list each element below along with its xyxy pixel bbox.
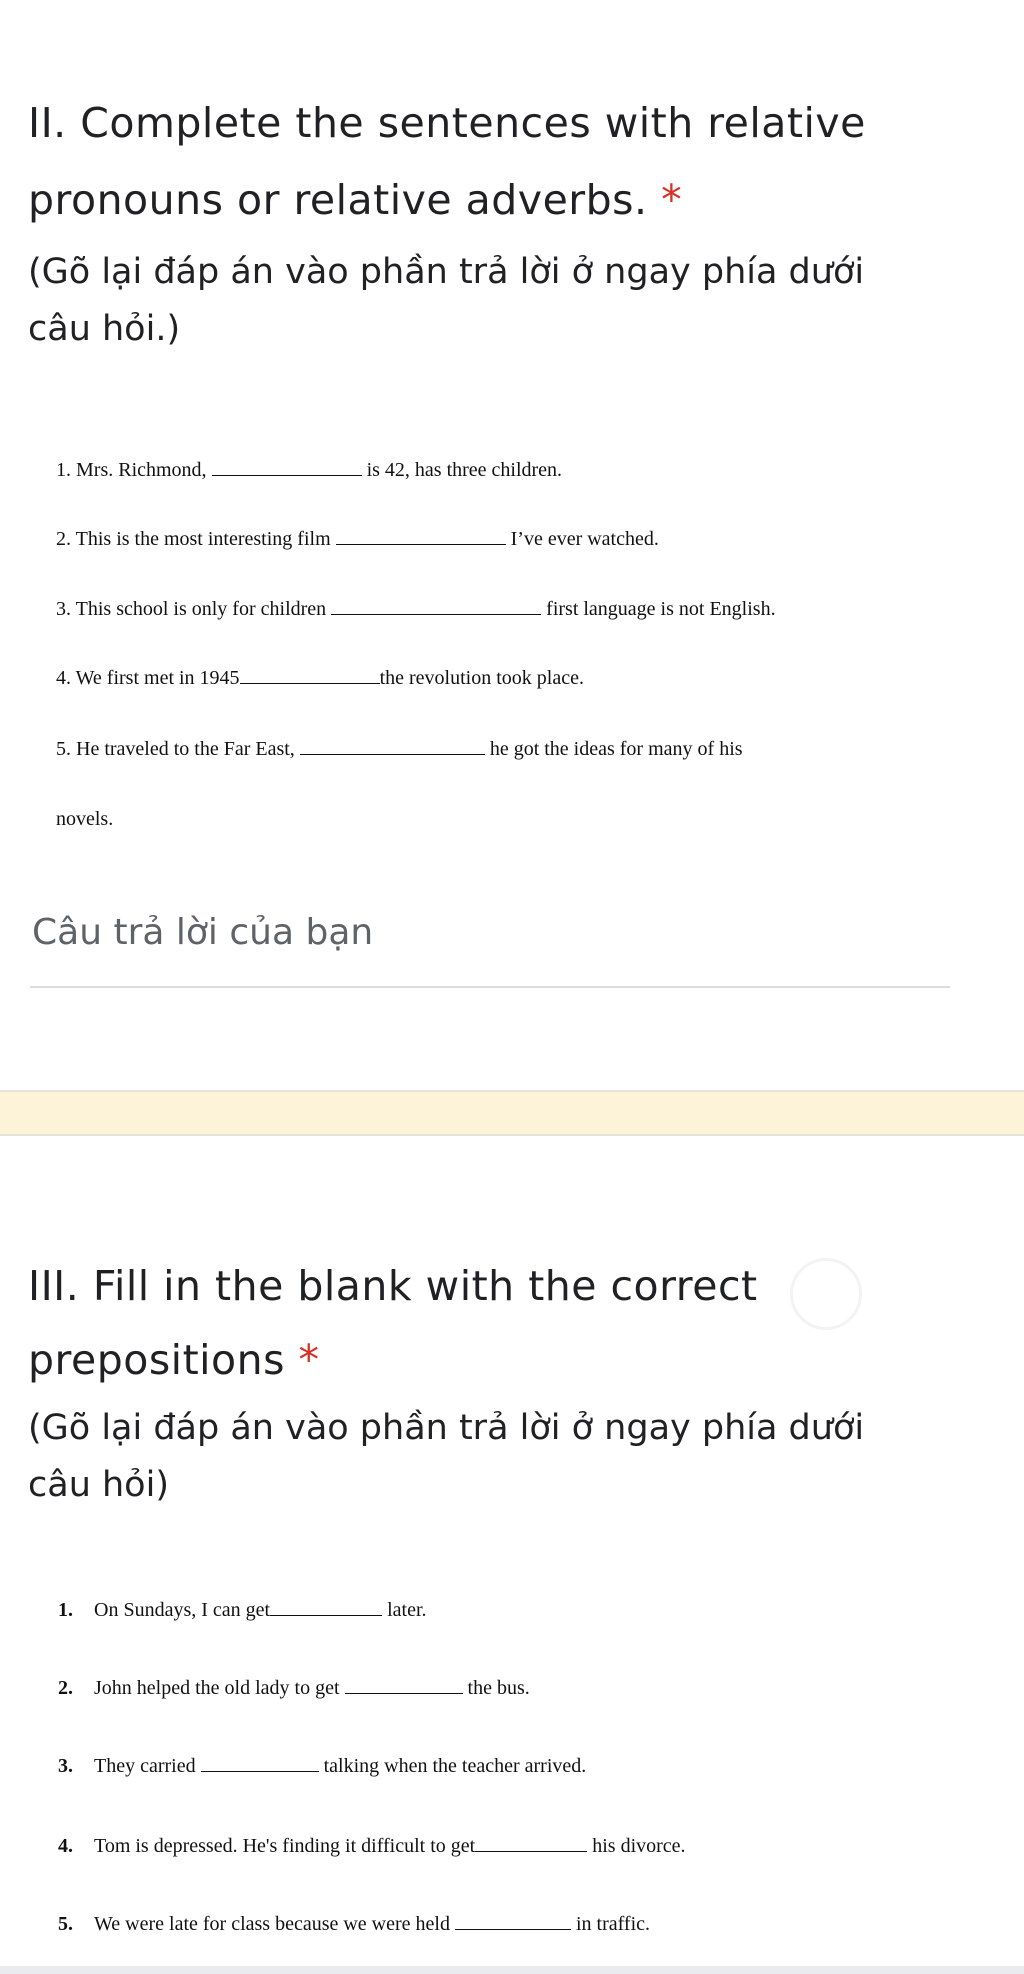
q-number: 1. xyxy=(58,1599,73,1621)
instruction-line2: câu hỏi.) xyxy=(28,309,181,349)
worksheet-question-1 xyxy=(58,1598,427,1622)
answer-blank xyxy=(345,1676,463,1694)
q-text-after: I’ve ever watched. xyxy=(510,528,659,550)
q-text-before: 4. We first met in 1945 xyxy=(56,667,240,689)
worksheet-question-3 xyxy=(56,597,776,621)
q-text-after: in traffic. xyxy=(575,1913,651,1935)
answer-blank xyxy=(212,458,362,476)
worksheet-question-1 xyxy=(56,458,562,482)
q-text-after: talking when the teacher arrived. xyxy=(323,1755,587,1777)
worksheet-question-5 xyxy=(56,737,743,761)
section-divider xyxy=(0,1090,1024,1136)
instruction-line1: (Gõ lại đáp án vào phần trả lời ở ngay phía dưới xyxy=(28,252,865,292)
required-asterisk: * xyxy=(661,176,683,224)
answer-input-underline[interactable] xyxy=(30,986,950,988)
q-text-after: first language is not English. xyxy=(546,598,776,620)
worksheet-question-4 xyxy=(56,666,584,690)
question-title-cont xyxy=(28,1316,978,1404)
question-title xyxy=(28,79,978,167)
answer-placeholder: Câu trả lời của bạn xyxy=(32,912,374,953)
worksheet-question-4 xyxy=(58,1834,686,1858)
worksheet-question-5-cont xyxy=(56,808,113,831)
worksheet-question-2 xyxy=(56,527,659,551)
q-text-before: 5. He traveled to the Far East, xyxy=(56,738,295,760)
instruction-line2: câu hỏi) xyxy=(28,1465,169,1505)
q-number: 2. xyxy=(58,1677,73,1699)
q-number: 3. xyxy=(58,1755,73,1777)
q-text-after: is 42, has three children. xyxy=(366,459,563,481)
q-text-after: the revolution took place. xyxy=(379,667,584,689)
q-text-before: Tom is depressed. He's finding it difficult to get xyxy=(94,1835,476,1857)
q-text-before: On Sundays, I can get xyxy=(94,1599,271,1621)
q-text-continuation: novels. xyxy=(56,808,114,830)
q-text-after: the bus. xyxy=(467,1677,530,1699)
required-asterisk: * xyxy=(298,1336,320,1384)
q-text-before: They carried xyxy=(94,1755,196,1777)
question-title-line1: II. Complete the sentences with relative xyxy=(28,99,866,147)
question-title-line2: pronouns or relative adverbs. xyxy=(28,176,648,224)
question-title-cont xyxy=(28,156,978,244)
q-text-before: We were late for class because we were held xyxy=(94,1913,450,1935)
question-title-line2: prepositions xyxy=(28,1336,285,1384)
question-card-section-3 xyxy=(0,1136,1024,1974)
question-instructions xyxy=(28,1400,978,1514)
q-number: 5. xyxy=(58,1913,73,1935)
q-text-before: John helped the old lady to get xyxy=(94,1677,340,1699)
q-text-before: 2. This is the most interesting film xyxy=(56,528,331,550)
q-number: 4. xyxy=(58,1835,73,1857)
answer-blank xyxy=(240,666,380,684)
answer-blank xyxy=(336,527,506,545)
instruction-line1: (Gõ lại đáp án vào phần trả lời ở ngay phía dưới xyxy=(28,1408,865,1448)
q-text-after: later. xyxy=(387,1599,427,1621)
answer-blank xyxy=(475,1834,587,1852)
worksheet-question-2 xyxy=(58,1676,530,1700)
question-title-line1: III. Fill in the blank with the correct xyxy=(28,1262,758,1310)
answer-blank xyxy=(201,1754,319,1772)
worksheet-question-5 xyxy=(58,1912,650,1936)
q-text-before: 1. Mrs. Richmond, xyxy=(56,459,207,481)
q-text-before: 3. This school is only for children xyxy=(56,598,327,620)
bottom-edge xyxy=(0,1966,1024,1974)
answer-input[interactable] xyxy=(32,912,373,953)
q-text-after: he got the ideas for many of his xyxy=(489,738,743,760)
answer-blank xyxy=(270,1598,382,1616)
question-instructions xyxy=(28,244,978,358)
answer-blank xyxy=(331,597,541,615)
q-text-after: his divorce. xyxy=(592,1835,686,1857)
worksheet-question-3 xyxy=(58,1754,586,1778)
answer-blank xyxy=(300,737,485,755)
answer-blank xyxy=(455,1912,571,1930)
